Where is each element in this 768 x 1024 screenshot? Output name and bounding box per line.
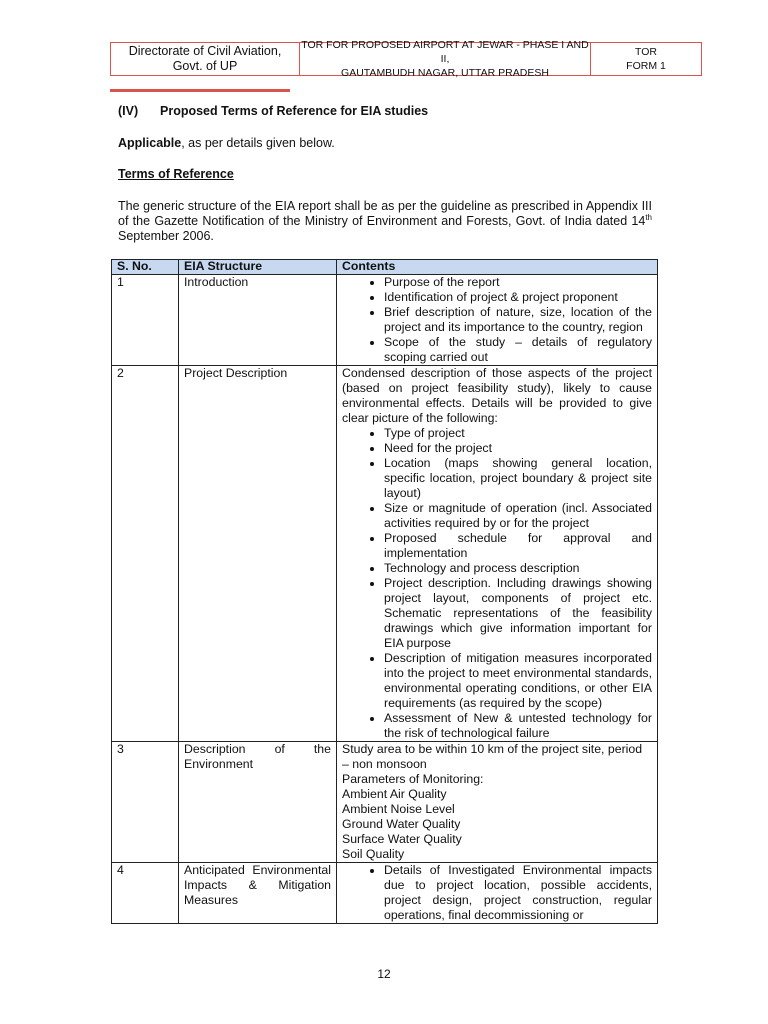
list-item: • Need for the project (384, 441, 652, 456)
terms-of-reference-heading: Terms of Reference (118, 167, 234, 181)
header-form-id (591, 43, 701, 75)
list-item: • Purpose of the report (384, 275, 652, 290)
intro-superscript: th (645, 212, 652, 222)
content-line: Parameters of Monitoring: (342, 772, 484, 786)
intro-paragraph (118, 199, 652, 244)
list-item: • Technology and process description (384, 561, 652, 576)
row-sno: 3 (112, 742, 179, 863)
content-line: Soil Quality (342, 847, 405, 861)
header-organization (111, 43, 300, 75)
header-org-line1: Directorate of Civil Aviation, (128, 44, 282, 58)
table-header-row (112, 260, 658, 275)
content-line: Study area to be within 10 km of the project site, period – non monsoon (342, 742, 643, 771)
row-lead-text: Condensed description of those aspects of the project (based on project feasibility study), likely to cause environmental effects. Details will be provided to give clear picture of the following: (342, 366, 652, 425)
row-sno: 1 (112, 275, 179, 366)
table-row (112, 742, 658, 863)
row-structure: Project Description (179, 366, 337, 742)
bullet-list (342, 275, 652, 365)
list-item: • Brief description of nature, size, location of the project and its importance to the country, region (384, 305, 652, 335)
list-item: • Proposed schedule for approval and implementation (384, 531, 652, 561)
row-sno: 2 (112, 366, 179, 742)
header-title-line1: TOR FOR PROPOSED AIRPORT AT JEWAR - PHASE I AND II, (301, 39, 589, 65)
row-structure: Introduction (179, 275, 337, 366)
document-header (110, 39, 702, 79)
list-item: • Identification of project & project proponent (384, 290, 652, 305)
content-line: Ambient Noise Level (342, 802, 455, 816)
section-heading (118, 104, 428, 118)
header-form-line2: FORM 1 (626, 60, 666, 72)
bullet-list (342, 426, 652, 741)
row-contents (337, 275, 658, 366)
row-structure: Anticipated Environmental Impacts & Mitigation Measures (179, 863, 337, 924)
intro-text: The generic structure of the EIA report shall be as per the guideline as prescribed in Appendix III of the Gazette Notification of the Ministry of Environment and Forests, Govt. of India dated 14 (118, 199, 652, 228)
row-sno: 4 (112, 863, 179, 924)
section-number: (IV) (118, 104, 139, 118)
row-contents (337, 742, 658, 863)
bullet-list (342, 863, 652, 923)
page-number: 12 (377, 967, 391, 981)
applicable-label: Applicable (118, 136, 182, 150)
content-line: Ambient Air Quality (342, 787, 447, 801)
intro-tail: September 2006. (118, 229, 214, 243)
header-org-line2: Govt. of UP (172, 59, 238, 73)
content-line: Ground Water Quality (342, 817, 461, 831)
list-item: • Description of mitigation measures incorporated into the project to meet environmental standards, environmental operating conditions, or other EIA requirements (as required by the scope) (384, 651, 652, 711)
header-sno: S. No. (112, 260, 179, 275)
list-item: • Location (maps showing general location, specific location, project boundary & project site layout) (384, 456, 652, 501)
applicable-paragraph (118, 136, 652, 151)
header-title-line2: GAUTAMBUDH NAGAR, UTTAR PRADESH (341, 67, 549, 79)
header-project-title (300, 39, 591, 79)
list-item: • Type of project (384, 426, 652, 441)
row-contents (337, 863, 658, 924)
list-item: • Scope of the study – details of regulatory scoping carried out (384, 335, 652, 365)
header-form-line1: TOR (635, 46, 657, 58)
applicable-text: , as per details given below. (181, 136, 335, 150)
table-row (112, 275, 658, 366)
eia-structure-table (111, 259, 658, 924)
content-line: Surface Water Quality (342, 832, 462, 846)
table-row (112, 366, 658, 742)
list-item: • Size or magnitude of operation (incl. Associated activities required by or for the project (384, 501, 652, 531)
list-item: • Details of Investigated Environmental impacts due to project location, possible accidents, project design, project construction, regular operations, final decommissioning or (384, 863, 652, 923)
list-item: • Assessment of New & untested technology for the risk of technological failure (384, 711, 652, 741)
table-row (112, 863, 658, 924)
list-item: • Project description. Including drawings showing project layout, components of project etc. Schematic representations of the feasibility drawings which give information important for EIA purpose (384, 576, 652, 651)
section-title: Proposed Terms of Reference for EIA studies (160, 104, 429, 118)
header-contents: Contents (337, 260, 658, 275)
row-structure: Description of the Environment (179, 742, 337, 863)
header-divider (110, 89, 290, 92)
row-contents (337, 366, 658, 742)
header-eia-structure: EIA Structure (179, 260, 337, 275)
